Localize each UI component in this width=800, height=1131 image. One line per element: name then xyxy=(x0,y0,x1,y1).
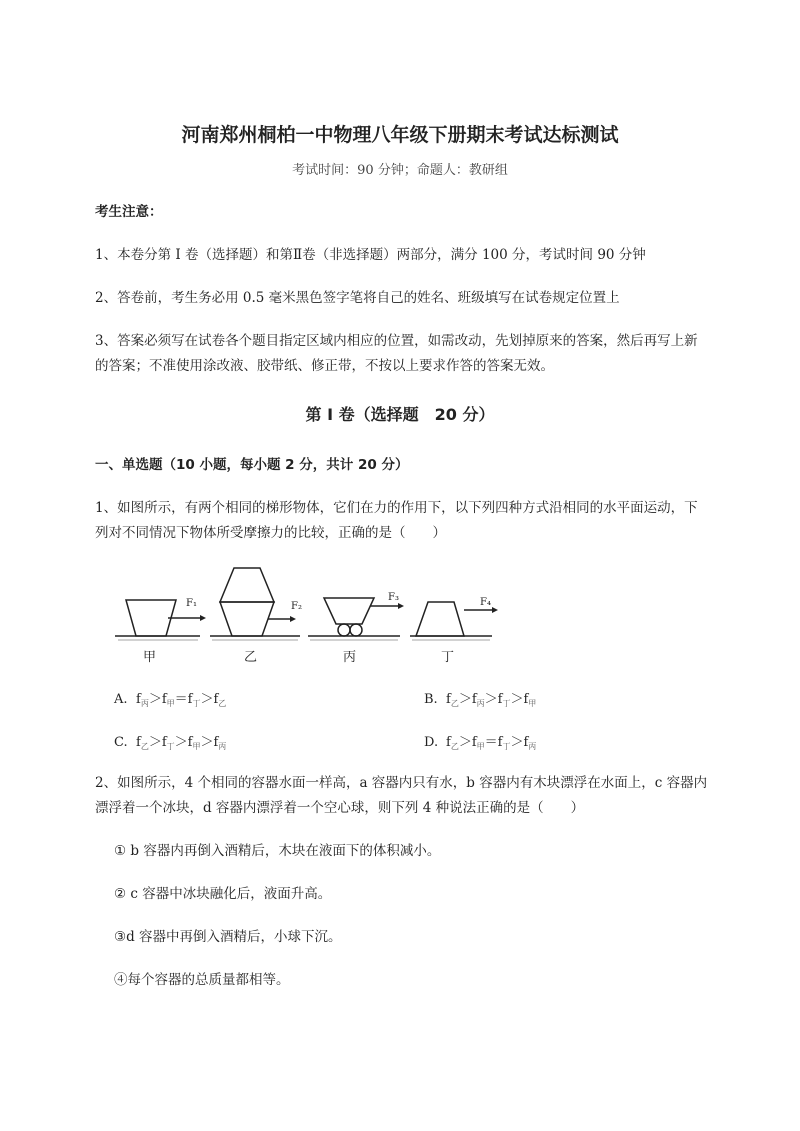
question-2-text: 2、如图所示，4 个相同的容器水面一样高，a 容器内只有水，b 容器内有木块漂浮在水面上，c 容器内 xyxy=(95,775,708,791)
figure-label: 丁 xyxy=(441,650,455,665)
question-2-text: 漂浮着一个冰块，d 容器内漂浮着一个空心球，则下列 4 种说法正确的是（ ） xyxy=(95,800,585,816)
notice-item: 的答案；不准使用涂改液、胶带纸、修正带，不按以上要求作答的答案无效。 xyxy=(95,358,554,374)
trapezoid-block xyxy=(220,568,274,602)
option-a[interactable]: A. $f_丙>f_甲=f_丁>f_乙$ xyxy=(114,692,227,708)
option-c[interactable]: C. $f_乙>f_丁>f_甲>f_丙$ xyxy=(114,735,227,751)
page-subtitle: 考试时间：90 分钟；命题人：教研组 xyxy=(292,163,508,178)
roller xyxy=(350,624,362,636)
part-heading: 一、单选题（10 小题，每小题 2 分，共计 20 分） xyxy=(95,457,409,473)
figure-label: 丙 xyxy=(343,650,357,665)
figure-label: 甲 xyxy=(143,650,157,665)
option-d[interactable]: D. $f_乙>f_甲=f_丁>f_丙$ xyxy=(424,735,537,751)
section-title: 第 I 卷（选择题 20 分） xyxy=(305,405,495,424)
question-1-text: 1、如图所示，有两个相同的梯形物体，它们在力的作用下，以下列四种方式沿相同的水平面运动，下 xyxy=(95,500,698,516)
roller xyxy=(338,624,350,636)
statement: ③d 容器中再倒入酒精后，小球下沉。 xyxy=(114,929,342,945)
force-label: F₄ xyxy=(480,597,491,608)
question-1-text: 列对不同情况下物体所受摩擦力的比较，正确的是（ ） xyxy=(95,525,446,541)
trapezoid-block xyxy=(416,602,464,636)
notice-item: 2、答卷前，考生务必用 0.5 毫米黑色签字笔将自己的姓名、班级填写在试卷规定位置上 xyxy=(95,290,620,306)
figure-label: 乙 xyxy=(244,650,258,665)
notice-item: 3、答案必须写在试卷各个题目指定区域内相应的位置，如需改动，先划掉原来的答案，然后再写上新 xyxy=(95,333,698,349)
notice-item: 1、本卷分第 I 卷（选择题）和第Ⅱ卷（非选择题）两部分，满分 100 分，考试时间 90 分钟 xyxy=(95,247,646,263)
notice-heading: 考生注意： xyxy=(95,204,163,220)
page-title: 河南郑州桐柏一中物理八年级下册期末考试达标测试 xyxy=(181,124,619,146)
statement: ④每个容器的总质量都相等。 xyxy=(114,972,290,988)
statement: ① b 容器内再倒入酒精后，木块在液面下的体积减小。 xyxy=(114,843,441,859)
statement: ② c 容器中冰块融化后，液面升高。 xyxy=(114,886,332,902)
trapezoid-block xyxy=(324,598,374,624)
force-label: F₁ xyxy=(186,598,197,609)
option-b[interactable]: B. $f_乙>f_丙>f_丁>f_甲$ xyxy=(424,692,537,708)
trapezoid-block xyxy=(220,602,274,636)
force-label: F₃ xyxy=(388,592,399,603)
force-label: F₂ xyxy=(291,601,302,612)
